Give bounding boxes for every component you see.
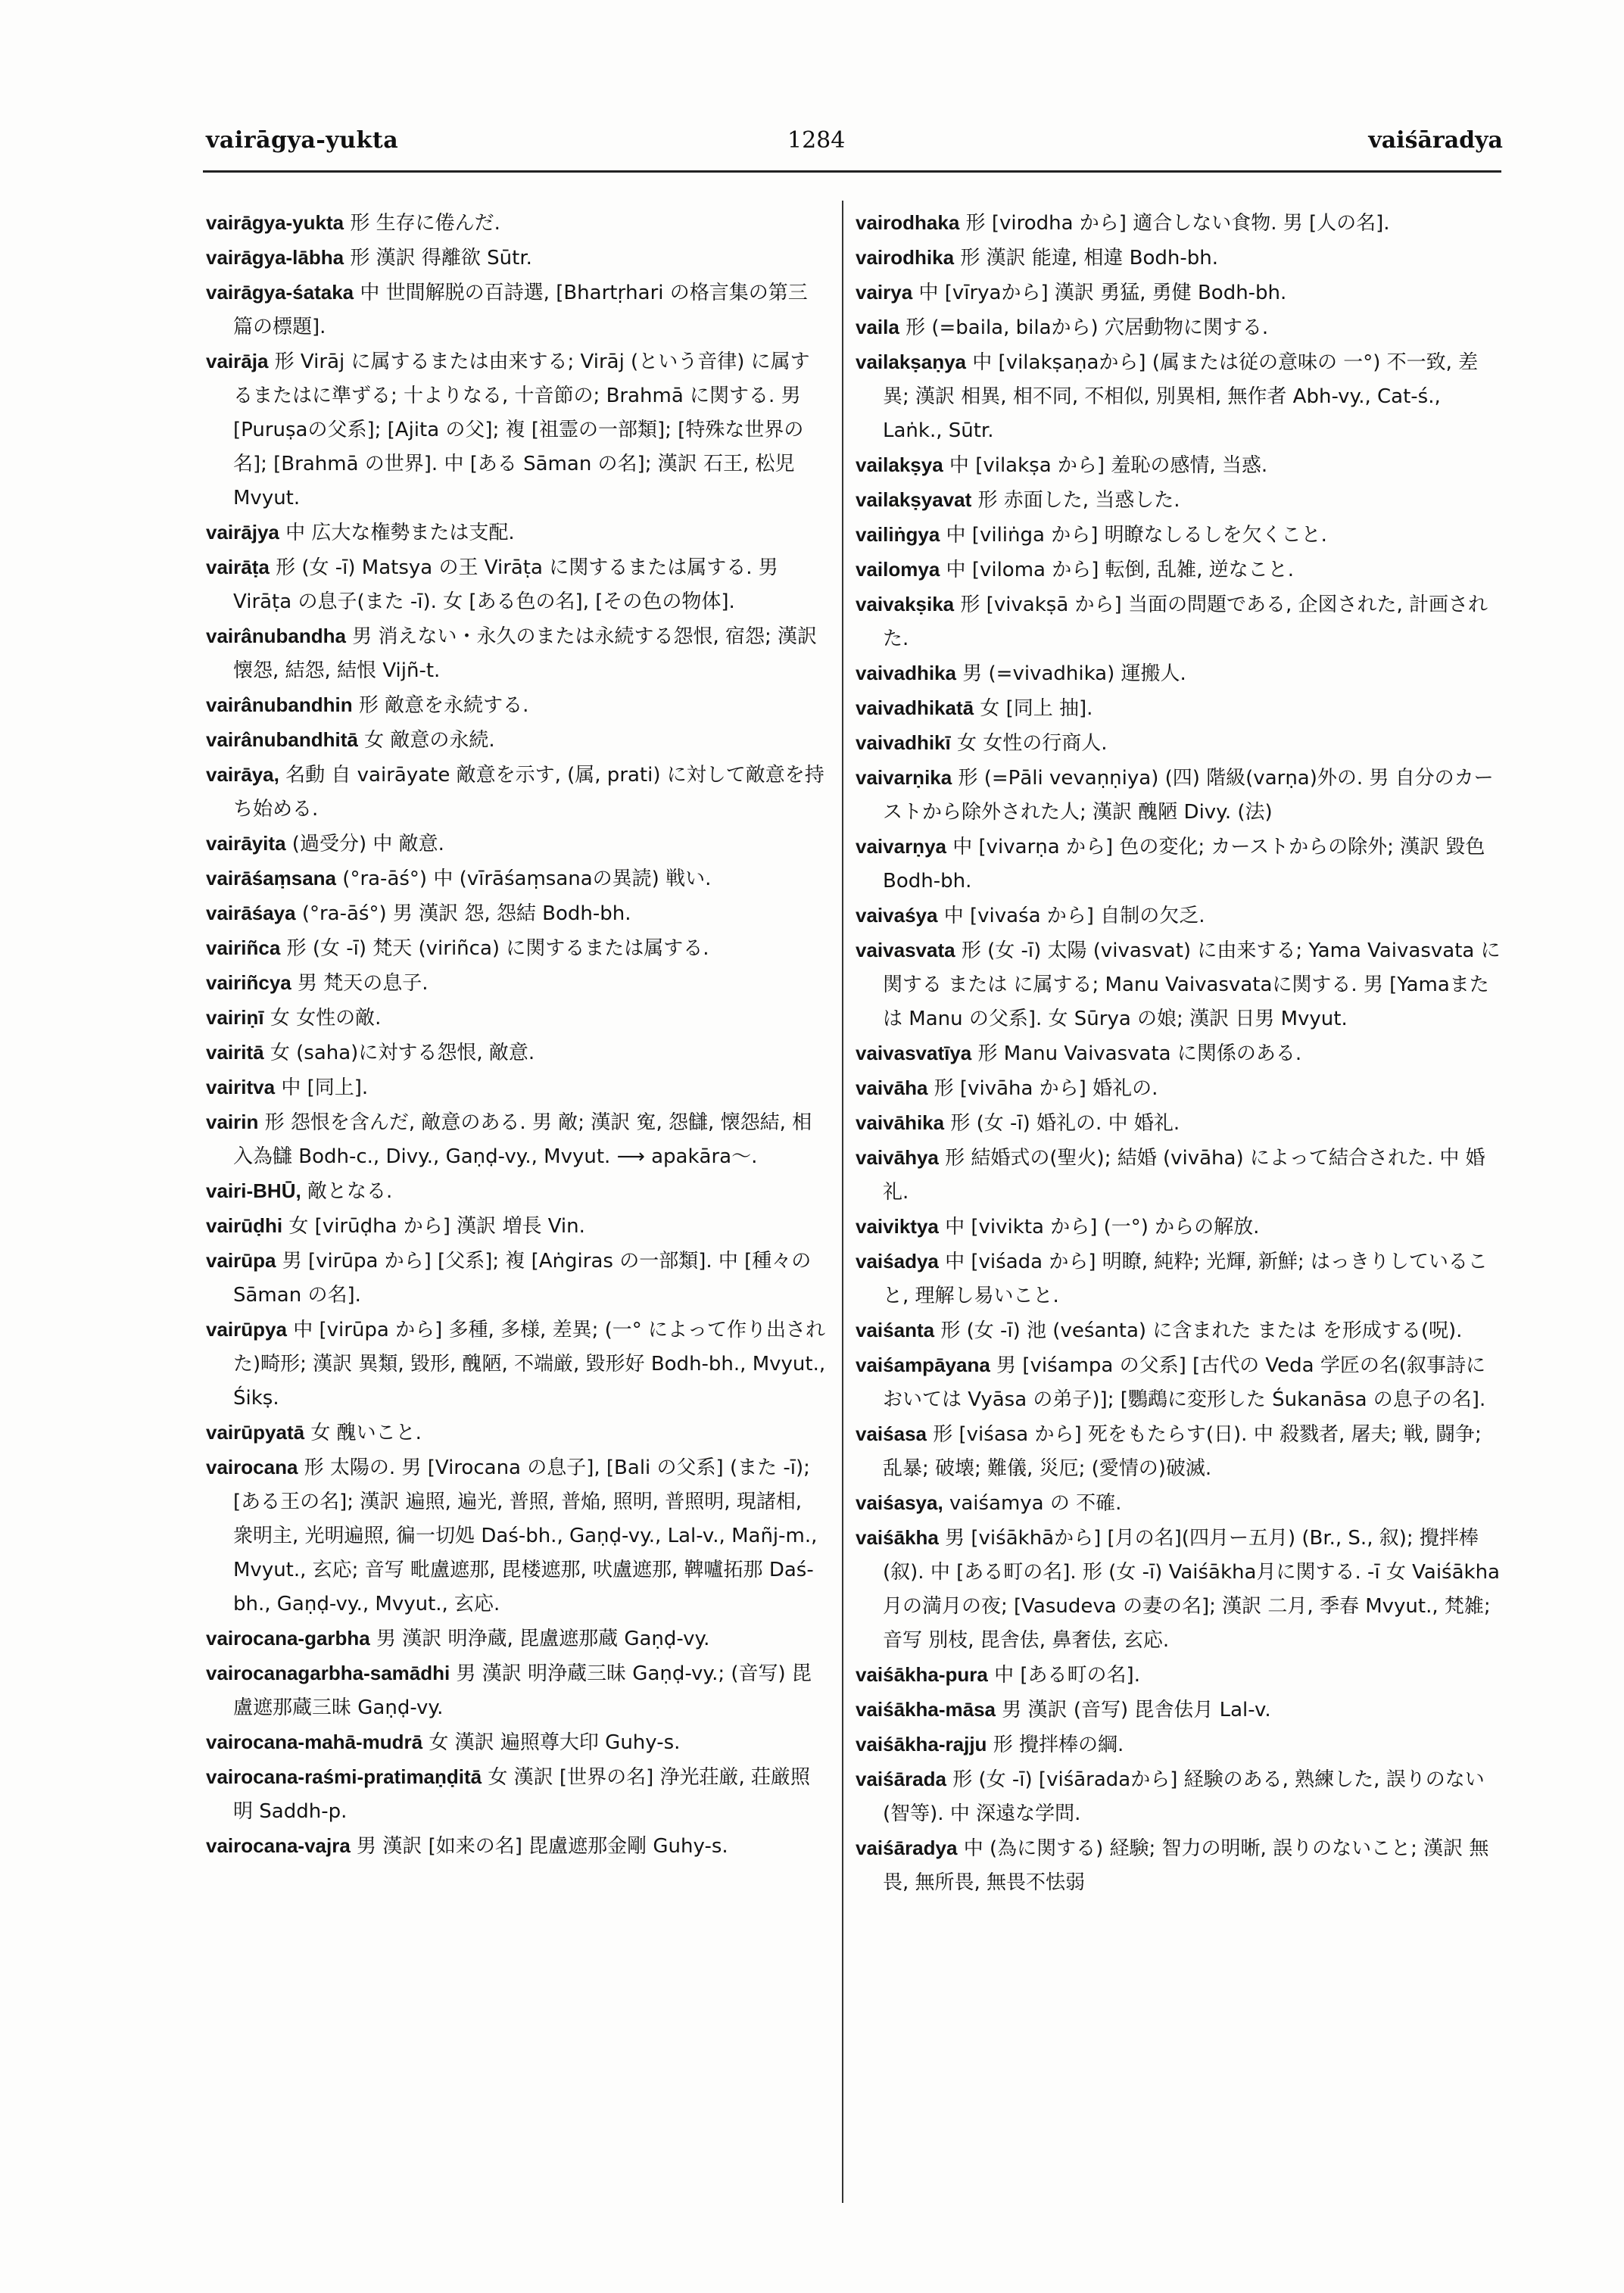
dictionary-entry bbox=[856, 656, 1503, 691]
entry-definition: 中 [vivaśa から] 自制の欠乏. bbox=[937, 905, 1205, 927]
dictionary-entry bbox=[856, 587, 1503, 656]
entry-headword: vailomya bbox=[856, 558, 940, 581]
entry-headword: vaivaśya bbox=[856, 904, 938, 927]
entry-definition: 中 [vivikta から] (一°) からの解放. bbox=[938, 1216, 1260, 1238]
entry-definition: 形 (女 -ī) [viśāradaから] 経験のある, 熟練した, 誤りのない(智等). 中 深遠な学問. bbox=[883, 1768, 1485, 1825]
entry-headword: vairāgya-yukta bbox=[206, 211, 344, 234]
entry-headword: vairūḍhi bbox=[206, 1214, 283, 1237]
entry-headword: vaivakṣika bbox=[856, 593, 955, 615]
entry-definition: 形 [vivāha から] 婚礼の. bbox=[927, 1077, 1158, 1100]
header-right-guideword: vaiśāradya bbox=[1368, 127, 1503, 154]
entry-definition: 形 (女 -ī) Matsya の王 Virāṭa に関するまたは属する. 男 Virāṭa の息子(また -ī). 女 [ある色の名], [その色の物体]. bbox=[233, 556, 778, 613]
dictionary-entry bbox=[206, 1001, 827, 1036]
entry-headword: vairiṇī bbox=[206, 1006, 264, 1029]
entry-definition: 中 [viloma から] 転倒, 乱雑, 逆なこと. bbox=[940, 559, 1294, 581]
entry-headword: vairi-BHŪ, bbox=[206, 1179, 301, 1202]
entry-headword: vailakṣyavat bbox=[856, 488, 972, 511]
entry-headword: vairin bbox=[206, 1111, 259, 1133]
entry-definition: 中 [vilakṣaṇaから] (属または従の意味の 一°) 不一致, 差異; 漢訳 相異, 相不同, 不相似, 別異相, 無作者 Abh-vy., Cat-ś., Laṅk., Sūtr. bbox=[883, 351, 1479, 442]
dictionary-entry bbox=[206, 550, 827, 619]
dictionary-entry bbox=[856, 1245, 1503, 1313]
dictionary-entry bbox=[206, 827, 827, 861]
entry-definition: (過受分) 中 敵意. bbox=[285, 833, 444, 855]
entry-definition: 女 漢訳 遍照尊大印 Guhy-s. bbox=[422, 1731, 681, 1754]
entry-definition: 女 [virūḍha から] 漢訳 増長 Vin. bbox=[282, 1215, 585, 1238]
dictionary-entry bbox=[856, 1106, 1503, 1141]
entry-headword: vairiñca bbox=[206, 936, 281, 959]
entry-definition: 中 [vivarṇa から] 色の変化; カーストからの除外; 漢訳 毀色 Bodh-bh. bbox=[883, 836, 1485, 893]
entry-definition: 形 (女 -ī) 婚礼の. 中 婚礼. bbox=[944, 1112, 1180, 1135]
dictionary-entry bbox=[206, 1760, 827, 1829]
dictionary-entry bbox=[856, 345, 1503, 448]
entry-definition: 男 [virūpa から] [父系]; 複 [Aṅgiras の一部類]. 中 [種々の Sāman の名]. bbox=[233, 1250, 812, 1307]
right-column bbox=[856, 206, 1503, 2204]
entry-definition: 中 [viliṅga から] 明瞭なしるしを欠くこと. bbox=[940, 524, 1327, 547]
dictionary-entry bbox=[856, 518, 1503, 553]
dictionary-entry bbox=[856, 1417, 1503, 1486]
entry-headword: vairocana-mahā-mudrā bbox=[206, 1731, 423, 1753]
entry-headword: vairājya bbox=[206, 521, 279, 544]
entry-headword: vairocana-garbha bbox=[206, 1627, 370, 1650]
entry-definition: 中 [同上]. bbox=[275, 1076, 369, 1099]
entry-definition: 中 [ある町の名]. bbox=[987, 1664, 1140, 1687]
dictionary-entry bbox=[206, 1244, 827, 1313]
entry-headword: vaivadhikatā bbox=[856, 696, 974, 719]
dictionary-entry bbox=[206, 241, 827, 276]
entry-headword: vaiviktya bbox=[856, 1215, 939, 1238]
entry-headword: vairāśaya bbox=[206, 902, 296, 924]
dictionary-entry bbox=[856, 761, 1503, 830]
entry-headword: vairitā bbox=[206, 1041, 264, 1064]
entry-definition: 男 [viśākhāから] [月の名](四月ー五月) (Br., S., 叙); 攪拌棒(叙). 中 [ある町の名]. 形 (女 -ī) Vaiśākha月に関する. -ī 女 Vaiśākha 月の満月の夜; [Vasudeva の妻の名]; 漢訳 二月, 季春 Mvyut., 梵雑; 音写 別枝, 毘舎佉, 鼻奢佉, 玄応. bbox=[883, 1527, 1500, 1652]
entry-headword: vairūpya bbox=[206, 1318, 287, 1341]
entry-definition: 形 (女 -ī) 池 (veśanta) に含まれた または を形成する(呪). bbox=[934, 1319, 1463, 1342]
entry-definition: 形 漢訳 能違, 相違 Bodh-bh. bbox=[954, 247, 1219, 269]
entry-definition: 男 漢訳 [如来の名] 毘盧遮那金剛 Guhy-s. bbox=[350, 1835, 728, 1858]
dictionary-entry bbox=[206, 1174, 827, 1209]
entry-definition: 中 (為に関する) 経験; 智力の明晰, 誤りのないこと; 漢訳 無畏, 無所畏, 無畏不怯弱 bbox=[883, 1837, 1489, 1894]
dictionary-entry bbox=[206, 966, 827, 1001]
entry-headword: vairânubandhin bbox=[206, 693, 353, 716]
dictionary-entry bbox=[206, 723, 827, 758]
entry-definition: 男 (=vivadhika) 運搬人. bbox=[955, 662, 1186, 685]
dictionary-entry bbox=[856, 899, 1503, 933]
entry-definition: 形 敵意を永続する. bbox=[352, 694, 529, 717]
entry-headword: vaivāhika bbox=[856, 1111, 945, 1134]
dictionary-entry bbox=[856, 726, 1503, 761]
dictionary-entry bbox=[856, 1521, 1503, 1658]
dictionary-entry bbox=[856, 933, 1503, 1036]
entry-definition: 男 漢訳 明浄蔵三昧 Gaṇḍ-vy.; (音写) 毘盧遮那蔵三昧 Gaṇḍ-vy. bbox=[233, 1662, 812, 1719]
dictionary-entry bbox=[856, 1658, 1503, 1693]
entry-definition: 中 [virūpa から] 多種, 多様, 差異; (一° によって作り出された)畸形; 漢訳 異類, 毀形, 醜陋, 不端厳, 毀形好 Bodh-bh., Mvyut., Śikṣ. bbox=[233, 1319, 826, 1410]
dictionary-entry bbox=[856, 1036, 1503, 1071]
entry-headword: vaila bbox=[856, 316, 899, 338]
entry-headword: vailakṣya bbox=[856, 453, 943, 476]
dictionary-entry bbox=[206, 1313, 827, 1416]
entry-headword: vaivasvata bbox=[856, 939, 955, 961]
entry-headword: vairodhaka bbox=[856, 211, 960, 234]
entry-definition: 男 [viśampa の父系] [古代の Veda 学匠の名(叙事詩においては Vyāsa の弟子)]; [鸚鵡に変形した Śukanāsa の息子の名]. bbox=[883, 1354, 1486, 1411]
entry-definition: 女 [同上 抽]. bbox=[974, 697, 1093, 720]
dictionary-entry bbox=[856, 1693, 1503, 1728]
entry-headword: vaivāhya bbox=[856, 1146, 939, 1169]
entry-headword: vaiśākha bbox=[856, 1526, 939, 1549]
column-divider bbox=[842, 201, 843, 2203]
entry-headword: vairūpyatā bbox=[206, 1421, 305, 1444]
entry-headword: vairāṭa bbox=[206, 556, 270, 578]
dictionary-entry bbox=[856, 206, 1503, 241]
running-header bbox=[0, 127, 1624, 173]
entry-headword: vailakṣaṇya bbox=[856, 350, 967, 373]
dictionary-entry bbox=[856, 1762, 1503, 1831]
dictionary-entry bbox=[856, 448, 1503, 483]
header-rule bbox=[203, 170, 1501, 173]
entry-definition: (°ra-āś°) 中 (vīrāśaṃsanaの異読) 戦い. bbox=[336, 868, 712, 890]
entry-headword: vailiṅgya bbox=[856, 523, 940, 546]
dictionary-entry bbox=[206, 1450, 827, 1622]
dictionary-entry bbox=[856, 241, 1503, 276]
entry-definition: vaiśamya の 不確. bbox=[943, 1492, 1122, 1515]
dictionary-entry bbox=[206, 1209, 827, 1244]
dictionary-entry bbox=[856, 1486, 1503, 1521]
entry-headword: vaiśasya, bbox=[856, 1491, 943, 1514]
entry-definition: 中 [vilakṣa から] 羞恥の感情, 当惑. bbox=[943, 454, 1268, 477]
dictionary-entry bbox=[206, 688, 827, 723]
dictionary-entry bbox=[856, 1831, 1503, 1900]
dictionary-entry bbox=[206, 276, 827, 344]
entry-definition: 中 [viśada から] 明瞭, 純粋; 光輝, 新鮮; はっきりしていること, 理解し易いこと. bbox=[883, 1251, 1488, 1307]
entry-headword: vaiśampāyana bbox=[856, 1354, 990, 1376]
entry-headword: vairāja bbox=[206, 350, 269, 372]
dictionary-entry bbox=[856, 1728, 1503, 1762]
dictionary-entry bbox=[856, 830, 1503, 899]
entry-headword: vaiśākha-pura bbox=[856, 1663, 988, 1686]
entry-definition: 女 女性の敵. bbox=[263, 1007, 382, 1030]
entry-headword: vairāgya-śataka bbox=[206, 281, 354, 304]
entry-headword: vaivarṇika bbox=[856, 766, 952, 789]
entry-definition: 形 攪拌棒の綱. bbox=[987, 1734, 1124, 1756]
entry-headword: vaivadhika bbox=[856, 662, 956, 684]
entry-definition: 形 Manu Vaivasvata に関係のある. bbox=[971, 1042, 1302, 1065]
dictionary-entry bbox=[856, 1210, 1503, 1245]
entry-definition: 形 (=baila, bilaから) 穴居動物に関する. bbox=[899, 316, 1269, 339]
entry-headword: vairya bbox=[856, 281, 913, 304]
dictionary-entry bbox=[856, 1348, 1503, 1417]
entry-definition: 形 [virodha から] 適合しない食物. 男 [人の名]. bbox=[959, 212, 1390, 235]
entry-headword: vairocana-vajra bbox=[206, 1834, 351, 1857]
dictionary-entry bbox=[206, 861, 827, 896]
entry-definition: 形 太陽の. 男 [Virocana の息子], [Bali の父系] (また -ī); [ある王の名]; 漢訳 遍照, 遍光, 普照, 普焔, 照明, 普照明, 現諸相, 衆明主, 光明遍照, 徧一切処 Daś-bh., Gaṇḍ-vy., Lal-v., Mañj-m., Mvyut., 玄応; 音写 毗盧遮那, 毘楼遮那, 吠盧遮那, 鞞嚧拓那 Daś-bh., Gaṇḍ-vy., Mvyut., 玄応. bbox=[233, 1456, 818, 1615]
entry-headword: vairocanagarbha-samādhi bbox=[206, 1662, 450, 1684]
entry-headword: vaiśārada bbox=[856, 1768, 946, 1790]
dictionary-entry bbox=[856, 276, 1503, 310]
entry-definition: 形 (=Pāli vevaṇṇiya) (四) 階級(varṇa)外の. 男 自分のカーストから除外された人; 漢訳 醜陋 Divy. (法) bbox=[883, 767, 1494, 824]
page-number: 1284 bbox=[787, 127, 846, 154]
dictionary-entry bbox=[206, 1656, 827, 1725]
dictionary-entry bbox=[856, 1141, 1503, 1210]
entry-definition: 名動 自 vairāyate 敵意を示す, (属, prati) に対して敵意を持ち始める. bbox=[233, 764, 824, 821]
entry-definition: 男 漢訳 明浄蔵, 毘盧遮那蔵 Gaṇḍ-vy. bbox=[369, 1628, 710, 1650]
entry-definition: 形 生存に倦んだ. bbox=[344, 212, 500, 235]
entry-definition: 中 [vīryaから] 漢訳 勇猛, 勇健 Bodh-bh. bbox=[912, 282, 1287, 304]
dictionary-entry bbox=[856, 691, 1503, 726]
entry-headword: vairūpa bbox=[206, 1249, 276, 1272]
entry-definition: 女 (saha)に対する怨恨, 敵意. bbox=[263, 1042, 535, 1064]
dictionary-entry bbox=[206, 1105, 827, 1174]
entry-headword: vaivadhikī bbox=[856, 731, 951, 754]
dictionary-entry bbox=[856, 483, 1503, 518]
entry-definition: 形 [vivakṣā から] 当面の問題である, 企図された, 計画された. bbox=[883, 594, 1488, 650]
dictionary-entry bbox=[206, 931, 827, 966]
entry-definition: 女 敵意の永続. bbox=[357, 729, 495, 752]
entry-definition: 男 漢訳 (音写) 毘舎佉月 Lal-v. bbox=[996, 1699, 1271, 1721]
dictionary-entry bbox=[206, 516, 827, 550]
entry-headword: vaivasvatīya bbox=[856, 1042, 972, 1064]
entry-definition: 女 醜いこと. bbox=[304, 1422, 422, 1444]
entry-headword: vaiśākha-rajju bbox=[856, 1733, 987, 1756]
dictionary-entry bbox=[206, 1622, 827, 1656]
entry-definition: 形 結婚式の(聖火); 結婚 (vivāha) によって結合された. 中 婚礼. bbox=[883, 1147, 1485, 1204]
entry-headword: vaivāha bbox=[856, 1076, 928, 1099]
entry-definition: 形 怨恨を含んだ, 敵意のある. 男 敵; 漢訳 寃, 怨讎, 懐怨結, 相入為讎 Bodh-c., Divy., Gaṇḍ-vy., Mvyut. ⟶ apakāra〜. bbox=[233, 1111, 812, 1168]
entry-definition: 形 (女 -ī) 梵天 (viriñca) に関するまたは属する. bbox=[280, 937, 709, 960]
dictionary-entry bbox=[856, 310, 1503, 345]
dictionary-entry bbox=[206, 758, 827, 827]
entry-definition: (°ra-āś°) 男 漢訳 怨, 怨結 Bodh-bh. bbox=[295, 902, 631, 925]
dictionary-entry bbox=[206, 1036, 827, 1070]
entry-headword: vairitva bbox=[206, 1076, 276, 1098]
entry-definition: 敵となる. bbox=[301, 1180, 393, 1203]
dictionary-entry bbox=[206, 896, 827, 931]
dictionary-entry bbox=[856, 1071, 1503, 1106]
entry-headword: vaiśasa bbox=[856, 1422, 927, 1445]
entry-headword: vairiñcya bbox=[206, 971, 291, 994]
dictionary-entry bbox=[206, 344, 827, 516]
header-left-guideword: vairāgya-yukta bbox=[206, 127, 399, 154]
entry-headword: vaiśākha-māsa bbox=[856, 1698, 996, 1721]
dictionary-entry bbox=[206, 619, 827, 688]
entry-definition: 形 漢訳 得離欲 Sūtr. bbox=[344, 247, 532, 269]
entry-definition: 中 世間解脱の百詩選, [Bhartṛhari の格言集の第三篇の標題]. bbox=[233, 282, 808, 338]
entry-headword: vairāyita bbox=[206, 832, 286, 855]
dictionary-entry bbox=[206, 206, 827, 241]
entry-headword: vairodhika bbox=[856, 246, 955, 269]
entry-headword: vairocana bbox=[206, 1456, 298, 1478]
entry-headword: vairânubandha bbox=[206, 625, 346, 647]
dictionary-entry bbox=[206, 1829, 827, 1864]
entry-definition: 形 [viśasa から] 死をもたらす(日). 中 殺戮者, 屠夫; 戦, 闘争; 乱暴; 破壊; 難儀, 災厄; (愛情の)破滅. bbox=[883, 1423, 1482, 1480]
entry-definition: 形 Virāj に属するまたは由来する; Virāj (という音律) に属するまたはに準ずる; 十よりなる, 十音節の; Brahmā に関する. 男 [Puruṣaの父系]; [Ajita の父]; 複 [祖霊の一部類]; [特殊な世界の名]; [Brahmā の世界]. 中 [ある Sāman の名]; 漢訳 石王, 松児 Mvyut. bbox=[233, 350, 810, 509]
entry-headword: vaiśadya bbox=[856, 1250, 939, 1273]
entry-definition: 中 広大な権勢または支配. bbox=[279, 522, 515, 544]
entry-definition: 男 梵天の息子. bbox=[291, 972, 429, 995]
dictionary-entry bbox=[206, 1725, 827, 1760]
entry-headword: vaiśāradya bbox=[856, 1837, 958, 1859]
dictionary-entry bbox=[856, 553, 1503, 587]
left-column bbox=[206, 206, 827, 2204]
entry-headword: vairāya, bbox=[206, 763, 279, 786]
entry-definition: 男 消えない・永久のまたは永続する怨恨, 宿怨; 漢訳 懐怨, 結怨, 結恨 Vijñ-t. bbox=[233, 625, 818, 682]
dictionary-entry bbox=[206, 1416, 827, 1450]
entry-headword: vairânubandhitā bbox=[206, 728, 358, 751]
entry-headword: vaivarṇya bbox=[856, 835, 946, 858]
entry-definition: 形 (女 -ī) 太陽 (vivasvat) に由来する; Yama Vaivasvata に関する または に属する; Manu Vaivasvataに関する. 男 [Yamaまたは Manu の父系]. 女 Sūrya の娘; 漢訳 日男 Mvyut. bbox=[883, 939, 1501, 1030]
entry-headword: vairocana-raśmi-pratimaṇḍitā bbox=[206, 1765, 482, 1788]
dictionary-entry bbox=[206, 1070, 827, 1105]
dictionary-entry bbox=[856, 1313, 1503, 1348]
entry-definition: 女 女性の行商人. bbox=[950, 732, 1108, 755]
entry-headword: vaiśanta bbox=[856, 1319, 935, 1341]
entry-definition: 形 赤面した, 当惑した. bbox=[971, 489, 1180, 512]
entry-definition: 女 漢訳 [世界の名] 浄光荘厳, 荘厳照明 Saddh-p. bbox=[233, 1766, 811, 1823]
entry-headword: vairāgya-lābha bbox=[206, 246, 344, 269]
entry-headword: vairāśaṃsana bbox=[206, 867, 337, 889]
